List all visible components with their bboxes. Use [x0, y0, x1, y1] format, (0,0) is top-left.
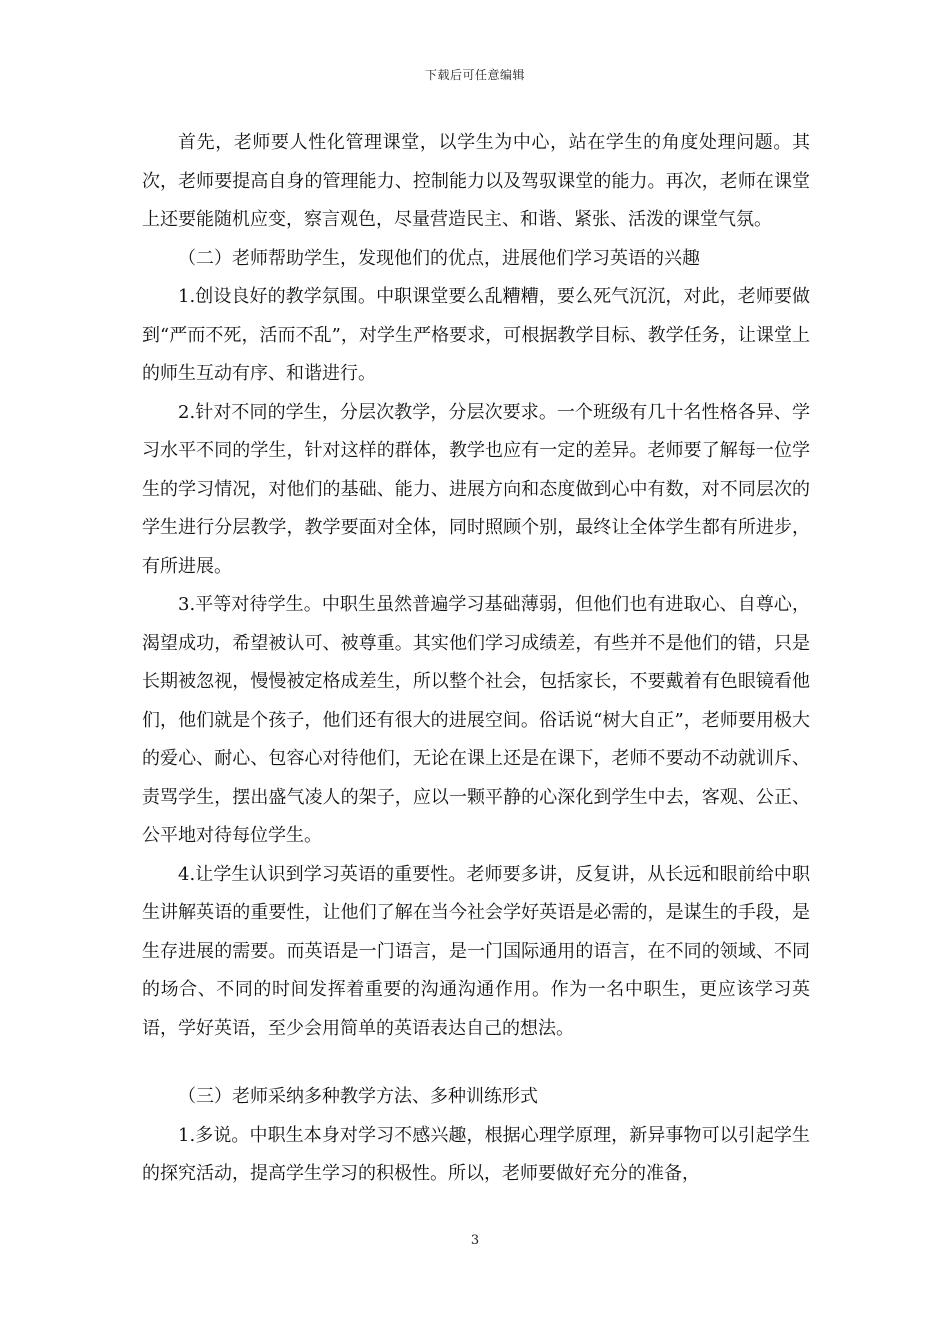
paragraph-item-4: 4.让学生认识到学习英语的重要性。老师要多讲，反复讲，从长远和眼前给中职生讲解英语的重要性，让他们了解在当今社会学好英语是必需的，是谋生的手段，是生存进展的需要。而英语是一门语言，是一门国际通用的语言，在不同的领域、不同的场合、不同的时间发挥着重要的沟通沟通作用。作为一名中职生，更应该学习英语，学好英语，至少会用简单的英语表达自己的想法。: [142, 863, 810, 1039]
page-number: 3: [470, 1233, 480, 1248]
section-heading-2: （二）老师帮助学生，发现他们的优点，进展他们学习英语的兴趣: [178, 247, 700, 269]
paragraph-intro: 首先，老师要人性化管理课堂，以学生为中心，站在学生的角度处理问题。其次，老师要提高自身的管理能力、控制能力以及驾驭课堂的能力。再次，老师在课堂上还要能随机应变，察言观色，尽量营造民主、和谐、紧张、活泼的课堂气氛。: [142, 132, 810, 230]
document-body: [142, 124, 810, 1194]
section-heading-3: （三）老师采纳多种教学方法、多种训练形式: [178, 1086, 538, 1107]
paragraph-item-1: 1.创设良好的教学氛围。中职课堂要么乱糟糟，要么死气沉沉，对此，老师要做到“严而不死，活而不乱”，对学生严格要求，可根据教学目标、教学任务，让课堂上的师生互动有序、和谐进行。: [142, 286, 810, 384]
paragraph-item-5: 1.多说。中职生本身对学习不感兴趣，根据心理学原理，新异事物可以引起学生的探究活动，提高学生学习的积极性。所以，老师要做好充分的准备，: [142, 1124, 810, 1184]
paragraph-item-3: 3.平等对待学生。中职生虽然普遍学习基础薄弱，但他们也有进取心、自尊心，渴望成功，希望被认可、被尊重。其实他们学习成绩差，有些并不是他们的错，只是长期被忽视，慢慢被定格成差生，所以整个社会，包括家长，不要戴着有色眼镜看他们，他们就是个孩子，他们还有很大的进展空间。俗话说“树大自正”，老师要用极大的爱心、耐心、包容心对待他们，无论在课上还是在课下，老师不要动不动就训斥、责骂学生，摆出盛气凌人的架子，应以一颗平静的心深化到学生中去，客观、公正、公平地对待每位学生。: [142, 594, 810, 846]
paragraph-item-2: 2.针对不同的学生，分层次教学，分层次要求。一个班级有几十名性格各异、学习水平不同的学生，针对这样的群体，教学也应有一定的差异。老师要了解每一位学生的学习情况，对他们的基础、能力、进展方向和态度做到心中有数，对不同层次的学生进行分层教学，教学要面对全体，同时照顾个别，最终让全体学生都有所进步，有所进展。: [142, 401, 810, 577]
page-header: 下载后可任意编辑: [424, 68, 525, 82]
